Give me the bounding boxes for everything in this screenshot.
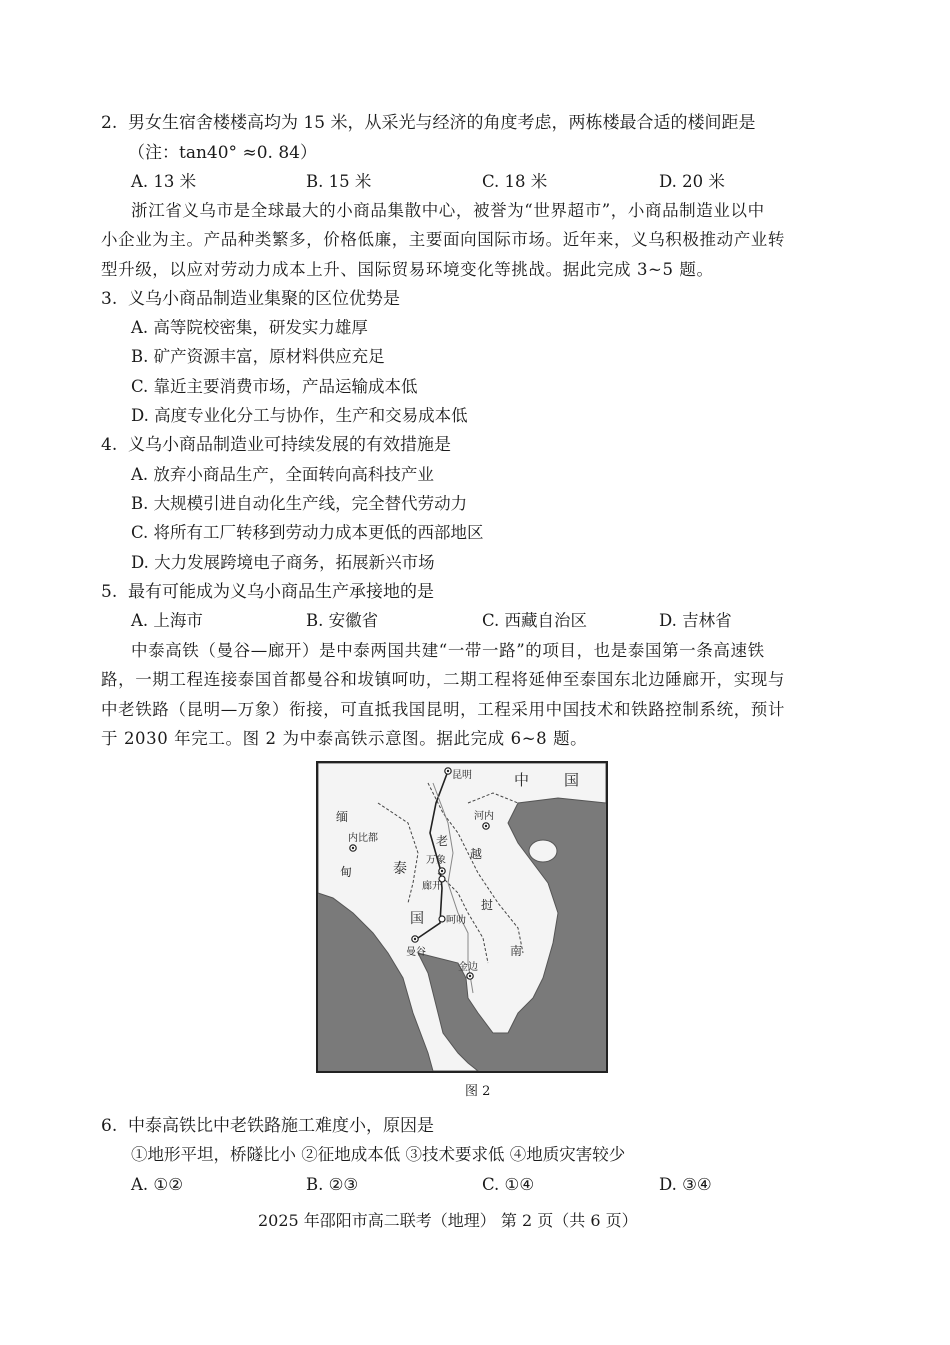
map-label-china: 中 xyxy=(514,771,530,789)
passage2-line-4: 于 2030 年完工。图 2 为中泰高铁示意图。据此完成 6~8 题。 xyxy=(101,729,588,748)
q4-option-c: C. 将所有工厂转移到劳动力成本更低的西部地区 xyxy=(131,523,484,542)
q2-option-c: C. 18 米 xyxy=(482,172,548,191)
map-label-hanoi: 河内 xyxy=(474,811,494,822)
map-label-myanmar-1: 缅 xyxy=(336,810,349,824)
map-label-korat: 呵叻 xyxy=(446,915,466,926)
hainan-island xyxy=(529,840,557,862)
map-label-naypyidaw: 内比都 xyxy=(348,833,378,844)
q5-option-d: D. 吉林省 xyxy=(659,611,732,630)
q6-option-c: C. ①④ xyxy=(482,1175,535,1194)
map-drawing xyxy=(318,763,606,1071)
city-marker-hanoi-dot xyxy=(485,825,487,827)
map-figure xyxy=(316,761,608,1073)
q6-option-d: D. ③④ xyxy=(659,1175,712,1194)
map-caption: 图 2 xyxy=(465,1084,491,1099)
map-label-thai-1: 泰 xyxy=(393,861,407,877)
q3-option-b: B. 矿产资源丰富，原材料供应充足 xyxy=(131,347,385,366)
q5-option-c: C. 西藏自治区 xyxy=(482,611,588,630)
q6-stem: 中泰高铁比中老铁路施工难度小，原因是 xyxy=(128,1116,434,1136)
q2-stem: 男女生宿舍楼楼高均为 15 米，从采光与经济的角度考虑，两栋楼最合适的楼间距是 xyxy=(128,113,756,133)
q3-number: 3. xyxy=(101,289,118,309)
map-label-laos-2: 挝 xyxy=(481,898,494,912)
city-marker-naypyidaw-dot xyxy=(352,847,354,849)
q5-option-b: B. 安徽省 xyxy=(306,611,379,630)
passage1-line-2: 小企业为主。产品种类繁多，价格低廉，主要面向国际市场。近年来，义乌积极推动产业转 xyxy=(101,230,785,249)
passage2-line-3: 中老铁路（昆明—万象）衔接，可直抵我国昆明，工程采用中国技术和铁路控制系统，预计 xyxy=(101,700,785,719)
q3-option-a: A. 高等院校密集，研发实力雄厚 xyxy=(131,318,368,337)
q2-option-a: A. 13 米 xyxy=(131,172,197,191)
passage2-line-2: 路，一期工程连接泰国首都曼谷和坺镇呵叻，二期工程将延伸至泰国东北边陲廊开，实现与 xyxy=(101,670,785,689)
city-marker-korat xyxy=(439,916,445,922)
city-marker-bangkok-dot xyxy=(414,938,416,940)
q6-number: 6. xyxy=(101,1116,118,1136)
map-label-china-2: 国 xyxy=(564,771,580,789)
q5-option-a: A. 上海市 xyxy=(131,611,203,630)
q4-option-b: B. 大规模引进自动化生产线，完全替代劳动力 xyxy=(131,494,468,513)
map-label-vientiane: 万象 xyxy=(426,855,446,866)
city-marker-phnompenh-dot xyxy=(469,975,471,977)
q3-option-c: C. 靠近主要消费市场，产品运输成本低 xyxy=(131,377,418,396)
q2-note: （注：tan40° ≈0. 84） xyxy=(128,143,317,163)
map-label-nongkhai: 廊开 xyxy=(422,881,442,892)
q2-option-d: D. 20 米 xyxy=(659,172,725,191)
q2-number: 2. xyxy=(101,113,118,133)
q6-option-b: B. ②③ xyxy=(306,1175,359,1194)
page-footer: 2025 年邵阳市高二联考（地理） 第 2 页（共 6 页） xyxy=(258,1211,638,1230)
passage1-line-1: 浙江省义乌市是全球最大的小商品集散中心，被誉为“世界超市”，小商品制造业以中 xyxy=(131,201,765,220)
map-label-laos: 老 xyxy=(436,834,449,848)
q6-statements: ①地形平坦，桥隧比小 ②征地成本低 ③技术要求低 ④地质灾害较少 xyxy=(131,1145,626,1164)
q3-stem: 义乌小商品制造业集聚的区位优势是 xyxy=(128,289,400,309)
q5-stem: 最有可能成为义乌小商品生产承接地的是 xyxy=(128,582,434,602)
passage2-line-1: 中泰高铁（曼谷—廊开）是中泰两国共建“一带一路”的项目，也是泰国第一条高速铁 xyxy=(131,641,765,660)
map-label-phnompenh: 金边 xyxy=(458,962,478,973)
q2-option-b: B. 15 米 xyxy=(306,172,372,191)
map-label-viet-2: 南 xyxy=(510,944,523,958)
q6-option-a: A. ①② xyxy=(131,1175,183,1194)
q5-number: 5. xyxy=(101,582,118,602)
map-label-myanmar-2: 甸 xyxy=(340,865,353,879)
city-marker-kunming-dot xyxy=(447,770,449,772)
q4-number: 4. xyxy=(101,435,118,455)
q4-option-a: A. 放弃小商品生产，全面转向高科技产业 xyxy=(131,465,434,484)
q4-stem: 义乌小商品制造业可持续发展的有效措施是 xyxy=(128,435,451,455)
map-label-thai-2: 国 xyxy=(410,911,424,927)
city-marker-vientiane-dot xyxy=(441,870,443,872)
passage1-line-3: 型升级，以应对劳动力成本上升、国际贸易环境变化等挑战。据此完成 3~5 题。 xyxy=(101,260,714,279)
map-label-bangkok: 曼谷 xyxy=(406,947,426,958)
map-label-kunming: 昆明 xyxy=(452,770,472,781)
q4-option-d: D. 大力发展跨境电子商务，拓展新兴市场 xyxy=(131,553,435,572)
map-label-viet-1: 越 xyxy=(470,847,483,861)
q3-option-d: D. 高度专业化分工与协作，生产和交易成本低 xyxy=(131,406,468,425)
